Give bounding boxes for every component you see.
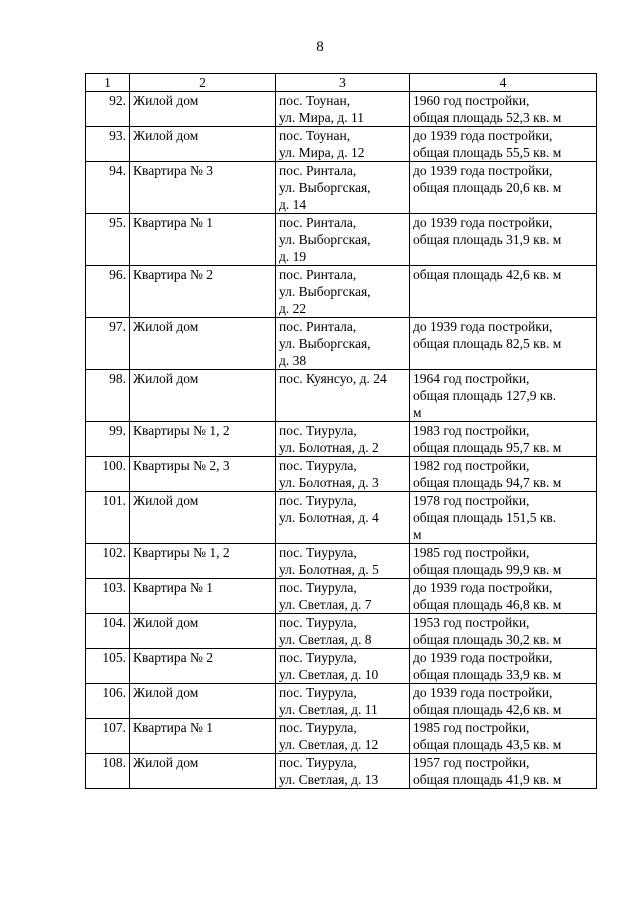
address-line: пос. Куянсуо, д. 24 xyxy=(279,371,387,386)
info-cell xyxy=(410,127,597,162)
object-name: Жилой дом xyxy=(130,127,276,162)
row-number: 106. xyxy=(86,684,130,719)
address-line: ул. Светлая, д. 10 xyxy=(279,667,379,682)
info-line: общая площадь 94,7 кв. м xyxy=(413,475,562,490)
address-line: ул. Выборгская, xyxy=(279,232,371,247)
row-number: 103. xyxy=(86,579,130,614)
address-cell xyxy=(276,754,410,789)
info-cell xyxy=(410,214,597,266)
address-line: ул. Мира, д. 11 xyxy=(279,110,364,125)
address-line: ул. Светлая, д. 13 xyxy=(279,772,379,787)
info-cell xyxy=(410,318,597,370)
address-cell xyxy=(276,422,410,457)
info-line: общая площадь 55,5 кв. м xyxy=(413,145,562,160)
address-line: пос. Тиурула, xyxy=(279,423,357,438)
address-cell xyxy=(276,649,410,684)
info-cell xyxy=(410,162,597,214)
address-line: д. 22 xyxy=(279,301,307,316)
info-line: 1982 год постройки, xyxy=(413,458,530,473)
row-number: 93. xyxy=(86,127,130,162)
address-line: д. 19 xyxy=(279,249,307,264)
address-line: ул. Светлая, д. 7 xyxy=(279,597,372,612)
row-number: 98. xyxy=(86,370,130,422)
address-line: ул. Болотная, д. 4 xyxy=(279,510,379,525)
info-cell xyxy=(410,649,597,684)
table-row xyxy=(86,719,597,754)
info-line: 1978 год постройки, xyxy=(413,493,530,508)
info-line: до 1939 года постройки, xyxy=(413,650,553,665)
address-cell xyxy=(276,684,410,719)
info-line: общая площадь 42,6 кв. м xyxy=(413,702,562,717)
info-line: 1985 год постройки, xyxy=(413,720,530,735)
object-name: Жилой дом xyxy=(130,492,276,544)
object-name: Квартира № 3 xyxy=(130,162,276,214)
info-line: до 1939 года постройки, xyxy=(413,163,553,178)
address-cell xyxy=(276,579,410,614)
address-line: пос. Тиурула, xyxy=(279,615,357,630)
address-cell xyxy=(276,719,410,754)
address-line: пос. Тиурула, xyxy=(279,755,357,770)
column-header-2: 2 xyxy=(130,74,276,92)
info-line: 1960 год постройки, xyxy=(413,93,530,108)
address-line: пос. Тоунан, xyxy=(279,93,351,108)
table-row xyxy=(86,649,597,684)
info-line: до 1939 года постройки, xyxy=(413,319,553,334)
page-number: 8 xyxy=(316,39,324,55)
row-number: 107. xyxy=(86,719,130,754)
address-cell xyxy=(276,370,410,422)
address-line: пос. Тиурула, xyxy=(279,545,357,560)
row-number: 97. xyxy=(86,318,130,370)
info-cell xyxy=(410,266,597,318)
address-line: пос. Ринтала, xyxy=(279,163,357,178)
table-row xyxy=(86,214,597,266)
header-row xyxy=(86,74,597,92)
info-line: общая площадь 41,9 кв. м xyxy=(413,772,562,787)
address-line: пос. Тиурула, xyxy=(279,493,357,508)
info-line: 1953 год постройки, xyxy=(413,615,530,630)
address-line: ул. Болотная, д. 3 xyxy=(279,475,379,490)
row-number: 104. xyxy=(86,614,130,649)
info-cell xyxy=(410,92,597,127)
info-line: до 1939 года постройки, xyxy=(413,580,553,595)
object-name: Квартира № 2 xyxy=(130,649,276,684)
object-name: Жилой дом xyxy=(130,370,276,422)
info-line: общая площадь 82,5 кв. м xyxy=(413,336,562,351)
address-cell xyxy=(276,457,410,492)
address-cell xyxy=(276,614,410,649)
object-name: Жилой дом xyxy=(130,92,276,127)
info-line: 1957 год постройки, xyxy=(413,755,530,770)
info-line: общая площадь 20,6 кв. м xyxy=(413,180,562,195)
row-number: 100. xyxy=(86,457,130,492)
column-header-4: 4 xyxy=(410,74,597,92)
address-line: д. 14 xyxy=(279,197,307,212)
table-row xyxy=(86,127,597,162)
info-line: 1983 год постройки, xyxy=(413,423,530,438)
address-line: ул. Светлая, д. 8 xyxy=(279,632,372,647)
info-line: общая площадь 42,6 кв. м xyxy=(413,267,562,282)
info-line: общая площадь 99,9 кв. м xyxy=(413,562,562,577)
address-line: ул. Мира, д. 12 xyxy=(279,145,365,160)
info-cell xyxy=(410,614,597,649)
object-name: Квартиры № 1, 2 xyxy=(130,544,276,579)
row-number: 108. xyxy=(86,754,130,789)
object-name: Квартира № 1 xyxy=(130,579,276,614)
info-line: общая площадь 30,2 кв. м xyxy=(413,632,562,647)
address-line: пос. Ринтала, xyxy=(279,267,357,282)
address-line: д. 38 xyxy=(279,353,307,368)
info-line: до 1939 года постройки, xyxy=(413,215,553,230)
object-name: Квартиры № 1, 2 xyxy=(130,422,276,457)
row-number: 96. xyxy=(86,266,130,318)
address-cell xyxy=(276,214,410,266)
address-cell xyxy=(276,92,410,127)
row-number: 101. xyxy=(86,492,130,544)
column-header-1: 1 xyxy=(86,74,130,92)
address-line: ул. Выборгская, xyxy=(279,180,371,195)
info-cell xyxy=(410,544,597,579)
table-row xyxy=(86,266,597,318)
info-line: общая площадь 127,9 кв. xyxy=(413,388,557,403)
row-number: 92. xyxy=(86,92,130,127)
table-row xyxy=(86,422,597,457)
row-number: 102. xyxy=(86,544,130,579)
table-row xyxy=(86,92,597,127)
info-line: 1985 год постройки, xyxy=(413,545,530,560)
object-name: Квартира № 2 xyxy=(130,266,276,318)
info-cell xyxy=(410,457,597,492)
address-line: пос. Тиурула, xyxy=(279,580,357,595)
object-name: Квартира № 1 xyxy=(130,719,276,754)
property-table xyxy=(85,73,597,789)
address-cell xyxy=(276,162,410,214)
row-number: 95. xyxy=(86,214,130,266)
info-cell xyxy=(410,422,597,457)
object-name: Жилой дом xyxy=(130,684,276,719)
info-cell xyxy=(410,579,597,614)
object-name: Квартира № 1 xyxy=(130,214,276,266)
info-line: до 1939 года постройки, xyxy=(413,685,553,700)
row-number: 105. xyxy=(86,649,130,684)
info-line: м xyxy=(413,527,422,542)
table-row xyxy=(86,544,597,579)
row-number: 94. xyxy=(86,162,130,214)
info-line: общая площадь 95,7 кв. м xyxy=(413,440,562,455)
table-row xyxy=(86,614,597,649)
table-header xyxy=(86,74,597,92)
table-row xyxy=(86,492,597,544)
info-cell xyxy=(410,754,597,789)
object-name: Жилой дом xyxy=(130,318,276,370)
info-line: общая площадь 33,9 кв. м xyxy=(413,667,562,682)
address-line: пос. Ринтала, xyxy=(279,215,357,230)
info-line: общая площадь 52,3 кв. м xyxy=(413,110,562,125)
object-name: Жилой дом xyxy=(130,754,276,789)
info-cell xyxy=(410,684,597,719)
address-cell xyxy=(276,492,410,544)
address-line: ул. Светлая, д. 12 xyxy=(279,737,379,752)
info-line: до 1939 года постройки, xyxy=(413,128,553,143)
object-name: Квартиры № 2, 3 xyxy=(130,457,276,492)
table-row xyxy=(86,457,597,492)
address-line: ул. Болотная, д. 2 xyxy=(279,440,379,455)
table-row xyxy=(86,579,597,614)
address-line: пос. Тиурула, xyxy=(279,650,357,665)
table-row xyxy=(86,684,597,719)
address-line: пос. Тиурула, xyxy=(279,720,357,735)
table-row xyxy=(86,370,597,422)
table-row xyxy=(86,754,597,789)
info-cell xyxy=(410,492,597,544)
address-line: пос. Тоунан, xyxy=(279,128,351,143)
table-row xyxy=(86,162,597,214)
address-line: ул. Выборгская, xyxy=(279,284,371,299)
info-line: м xyxy=(413,405,422,420)
address-line: пос. Тиурула, xyxy=(279,458,357,473)
address-line: ул. Светлая, д. 11 xyxy=(279,702,378,717)
info-line: общая площадь 43,5 кв. м xyxy=(413,737,562,752)
address-line: ул. Болотная, д. 5 xyxy=(279,562,379,577)
info-line: общая площадь 46,8 кв. м xyxy=(413,597,562,612)
address-cell xyxy=(276,127,410,162)
table-row xyxy=(86,318,597,370)
object-name: Жилой дом xyxy=(130,614,276,649)
row-number: 99. xyxy=(86,422,130,457)
address-line: пос. Ринтала, xyxy=(279,319,357,334)
column-header-3: 3 xyxy=(276,74,410,92)
info-line: общая площадь 151,5 кв. xyxy=(413,510,557,525)
info-line: общая площадь 31,9 кв. м xyxy=(413,232,562,247)
info-cell xyxy=(410,370,597,422)
address-line: пос. Тиурула, xyxy=(279,685,357,700)
address-cell xyxy=(276,318,410,370)
address-line: ул. Выборгская, xyxy=(279,336,371,351)
table-body xyxy=(86,92,597,789)
info-cell xyxy=(410,719,597,754)
address-cell xyxy=(276,544,410,579)
address-cell xyxy=(276,266,410,318)
info-line: 1964 год постройки, xyxy=(413,371,530,386)
